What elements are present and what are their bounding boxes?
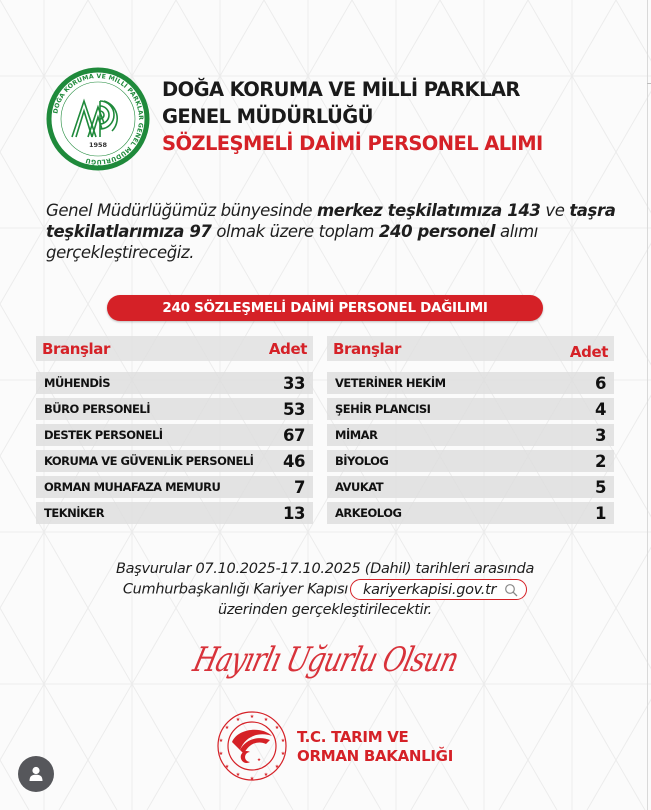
- portal-url: kariyerkapisi.gov.tr: [362, 581, 497, 598]
- distribution-banner: 240 SÖZLEŞMELİ DAİMİ PERSONEL DAĞILIMI: [107, 295, 543, 321]
- intro-text-4: alımı gerçekleştireceğiz.: [46, 222, 538, 262]
- svg-text:★: ★: [249, 776, 255, 782]
- branch-count: 67: [283, 425, 305, 445]
- application-dates: Başvurular 07.10.2025-17.10.2025 (Dahil) tarihleri arasında: [115, 561, 535, 577]
- application-info: [60, 559, 590, 620]
- branch-count: 1: [595, 503, 606, 523]
- header-line-2: GENEL MÜDÜRLÜĞÜ: [162, 105, 373, 128]
- signature-text: Hayırlı Uğurlu Olsun: [188, 641, 462, 680]
- portal-name: Cumhurbaşkanlığı Kariyer Kapısı: [122, 581, 348, 598]
- window-edge-tick: [647, 83, 651, 84]
- header-title: [162, 76, 543, 157]
- svg-text:★: ★: [235, 717, 241, 723]
- ministry-name: [297, 728, 453, 766]
- logo-ring-text: DOĞA KORUMA VE MİLLİ PARKLAR GENEL MÜDÜRLÜĞÜ: [52, 72, 145, 166]
- table-row: [36, 450, 313, 472]
- branch-count: 53: [283, 399, 305, 419]
- svg-text:★: ★: [218, 738, 224, 744]
- branch-count: 6: [595, 373, 606, 393]
- branch-name: ŞEHİR PLANCISI: [335, 402, 431, 416]
- table-row: [327, 372, 614, 394]
- svg-text:★: ★: [263, 772, 269, 778]
- dkmp-logo: [46, 67, 150, 171]
- branch-count: 4: [595, 399, 606, 419]
- ministry-line-1: T.C. TARIM VE: [297, 728, 409, 746]
- svg-text:★: ★: [224, 764, 230, 770]
- svg-text:★: ★: [249, 714, 255, 720]
- tagged-user-button[interactable]: [18, 756, 54, 792]
- header-count: Adet: [268, 339, 307, 358]
- table-row: [327, 424, 614, 446]
- branch-name: DESTEK PERSONELİ: [44, 428, 163, 442]
- logo-year: 1958: [88, 141, 108, 149]
- table-header: [327, 336, 614, 361]
- table-row: [327, 502, 614, 524]
- portal-search-pill: [350, 579, 527, 600]
- svg-text:★: ★: [280, 751, 286, 757]
- svg-text:★: ★: [257, 758, 262, 763]
- table-row: [36, 398, 313, 420]
- branch-count: 5: [595, 477, 606, 497]
- branch-name: BÜRO PERSONELİ: [44, 402, 151, 416]
- branch-name: AVUKAT: [335, 480, 384, 494]
- branch-count: 7: [294, 477, 305, 497]
- table-row: [327, 398, 614, 420]
- branch-count: 13: [283, 503, 305, 523]
- header-line-1: DOĞA KORUMA VE MİLLİ PARKLAR: [162, 78, 520, 101]
- svg-text:★: ★: [235, 772, 241, 778]
- intro-bold-total: 240 personel: [378, 222, 496, 241]
- ministry-line-2: ORMAN BAKANLIĞI: [297, 747, 453, 765]
- svg-text:★: ★: [274, 725, 280, 731]
- branch-name: TEKNİKER: [44, 506, 105, 520]
- header-branch: Branşlar: [333, 339, 402, 358]
- header-branch: Branşlar: [42, 339, 111, 358]
- table-row: [327, 476, 614, 498]
- svg-text:★: ★: [263, 717, 269, 723]
- branch-name: VETERİNER HEKİM: [335, 376, 446, 390]
- window-edge-divider: [647, 0, 648, 810]
- table-row: [36, 476, 313, 498]
- application-portal-line: [60, 579, 590, 600]
- intro-text-2: ve: [540, 201, 570, 220]
- svg-text:★: ★: [218, 751, 224, 757]
- branch-name: MÜHENDİS: [44, 376, 110, 390]
- user-icon: [27, 765, 45, 783]
- branch-name: ORMAN MUHAFAZA MEMURU: [44, 480, 221, 494]
- svg-text:★: ★: [224, 725, 230, 731]
- search-icon: [504, 583, 518, 597]
- branch-name: MİMAR: [335, 428, 378, 442]
- intro-text-1: Genel Müdürlüğümüz bünyesinde: [46, 201, 318, 220]
- header-line-3: SÖZLEŞMELİ DAİMİ PERSONEL ALIMI: [162, 132, 543, 155]
- table-header: [36, 336, 313, 361]
- signature-hayirli-ugurlu-olsun: [180, 628, 470, 694]
- intro-bold-merkez: merkez teşkilatımıza 143: [317, 201, 541, 220]
- table-row: [327, 450, 614, 472]
- branch-count: 46: [283, 451, 305, 471]
- branch-count: 2: [595, 451, 606, 471]
- branch-name: ARKEOLOG: [335, 506, 402, 520]
- intro-paragraph: [46, 200, 616, 263]
- ministry-seal-icon: [216, 710, 288, 782]
- svg-text:★: ★: [274, 764, 280, 770]
- branch-count: 3: [595, 425, 606, 445]
- svg-text:★: ★: [280, 738, 286, 744]
- header-count: Adet: [569, 342, 608, 361]
- application-closing: üzerinden gerçekleştirilecektir.: [217, 602, 432, 618]
- table-row: [36, 372, 313, 394]
- branch-table-left: [36, 336, 313, 528]
- intro-bold-tasra: taşra teşkilatlarımıza 97: [46, 201, 616, 241]
- branch-count: 33: [283, 373, 305, 393]
- branch-table-right: [327, 336, 614, 528]
- table-row: [36, 424, 313, 446]
- table-row: [36, 502, 313, 524]
- intro-text-3: olmak üzere toplam: [211, 222, 379, 241]
- branch-name: KORUMA VE GÜVENLİK PERSONELİ: [44, 454, 254, 468]
- branch-name: BİYOLOG: [335, 454, 389, 468]
